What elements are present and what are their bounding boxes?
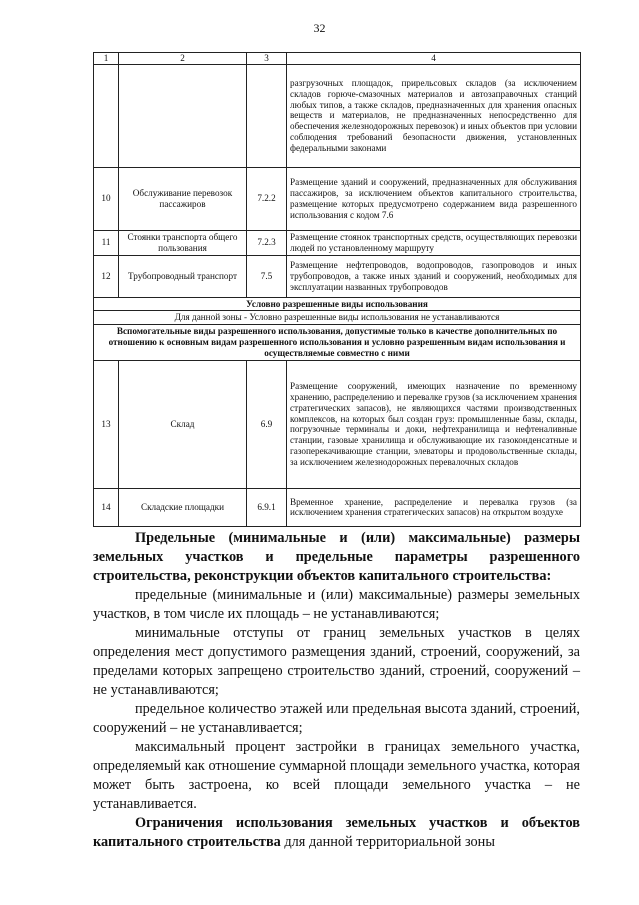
use-name: Стоянки транспорта общего пользования bbox=[119, 230, 247, 255]
table-row bbox=[94, 230, 581, 255]
restrictions-rest: для данной территориальной зоны bbox=[280, 834, 495, 850]
table-row bbox=[94, 255, 581, 297]
row-number: 10 bbox=[94, 167, 119, 230]
use-code: 6.9 bbox=[247, 360, 287, 488]
table-row bbox=[94, 488, 581, 526]
use-description: разгрузочных площадок, прирельсовых складов (за исключением складов горюче-смазочных материалов и автозаправочных станций любых типов, а также складов, предназначенных для хранения опасных веществ и материалов, не предназначенных непосредственно для обеспечения железнодорожных перевозок) и иных объектов при условии соблюдения требований безопасности движения, установленных федеральными законами bbox=[287, 64, 581, 167]
paragraph-setbacks: минимальные отступы от границ земельных участков в целях определения мест допустимого размещения зданий, строений, сооружений, за пределами которых запрещено строительство зданий, строений, сооружений – не устанавливаются; bbox=[93, 625, 580, 698]
limits-heading: Предельные (минимальные и (или) максимальные) размеры земельных участков и предельные параметры разрешенного строительства, реконструкции объектов капитального строительства: bbox=[93, 530, 580, 584]
table-header-row bbox=[94, 53, 581, 65]
use-code: 6.9.1 bbox=[247, 488, 287, 526]
use-name: Склад bbox=[119, 360, 247, 488]
use-code: 7.5 bbox=[247, 255, 287, 297]
use-code bbox=[247, 64, 287, 167]
row-number: 11 bbox=[94, 230, 119, 255]
row-number: 13 bbox=[94, 360, 119, 488]
section-row bbox=[94, 311, 581, 325]
page-number: 32 bbox=[313, 21, 326, 35]
use-name: Обслуживание перевозок пассажиров bbox=[119, 167, 247, 230]
row-number: 12 bbox=[94, 255, 119, 297]
table-row bbox=[94, 167, 581, 230]
restrictions-bold: Ограничения использования земельных участков и объектов капитального строительства bbox=[93, 815, 580, 850]
use-name bbox=[119, 64, 247, 167]
paragraph-plot-sizes: предельные (минимальные и (или) максимальные) размеры земельных участков, в том числе их площадь – не устанавливаются; bbox=[93, 587, 580, 622]
body-text bbox=[93, 529, 580, 852]
header-cell: 4 bbox=[287, 53, 581, 65]
header-cell: 3 bbox=[247, 53, 287, 65]
use-code: 7.2.2 bbox=[247, 167, 287, 230]
header-cell: 2 bbox=[119, 53, 247, 65]
use-code: 7.2.3 bbox=[247, 230, 287, 255]
paragraph-coverage: максимальный процент застройки в границах земельного участка, определяемый как отношение суммарной площади земельного участка, которая может быть застроена, ко всей площади земельного участка – не устанавливается. bbox=[93, 739, 580, 812]
restrictions-paragraph bbox=[93, 814, 580, 852]
auxiliary-uses-title: Вспомогательные виды разрешенного использования, допустимые только в качестве дополнительных по отношению к основным видам разрешенного использования и условно разрешенным видам использования и осуществляемые совместно с ними bbox=[94, 325, 581, 361]
use-description: Размещение зданий и сооружений, предназначенных для обслуживания пассажиров, за исключением объектов капитального строительства, размещение которых предусмотрено содержанием вида разрешенного использования с кодом 7.6 bbox=[287, 167, 581, 230]
use-description: Размещение нефтепроводов, водопроводов, газопроводов и иных трубопроводов, а также иных зданий и сооружений, необходимых для эксплуатации названных трубопроводов bbox=[287, 255, 581, 297]
table-row bbox=[94, 64, 581, 167]
use-description: Временное хранение, распределение и перевалка грузов (за исключением хранения стратегических запасов) на открытом воздухе bbox=[287, 488, 581, 526]
row-number: 14 bbox=[94, 488, 119, 526]
use-description: Размещение сооружений, имеющих назначение по временному хранению, распределению и перевалке грузов (за исключением хранения стратегических запасов), не являющихся частями производственных комплексов, на которых был создан груз: промышленные базы, склады, погрузочные терминалы и доки, нефтехранилища и нефтеналивные станции, газовые хранилища и обслуживающие их газоконденсатные и газоперекачивающие станции, элеваторы и продовольственные склады, за исключением железнодорожных перевалочных складов bbox=[287, 360, 581, 488]
conditional-uses-note: Для данной зоны - Условно разрешенные виды использования не устанавливаются bbox=[94, 311, 581, 325]
use-name: Трубопроводный транспорт bbox=[119, 255, 247, 297]
table-row bbox=[94, 360, 581, 488]
section-row bbox=[94, 325, 581, 361]
header-cell: 1 bbox=[94, 53, 119, 65]
conditional-uses-title: Условно разрешенные виды использования bbox=[94, 297, 581, 311]
paragraph-floors: предельное количество этажей или предельная высота зданий, строений, сооружений – не устанавливается; bbox=[93, 701, 580, 736]
section-row bbox=[94, 297, 581, 311]
use-description: Размещение стоянок транспортных средств, осуществляющих перевозки людей по установленному маршруту bbox=[287, 230, 581, 255]
use-name: Складские площадки bbox=[119, 488, 247, 526]
row-number bbox=[94, 64, 119, 167]
land-use-table bbox=[93, 52, 581, 527]
